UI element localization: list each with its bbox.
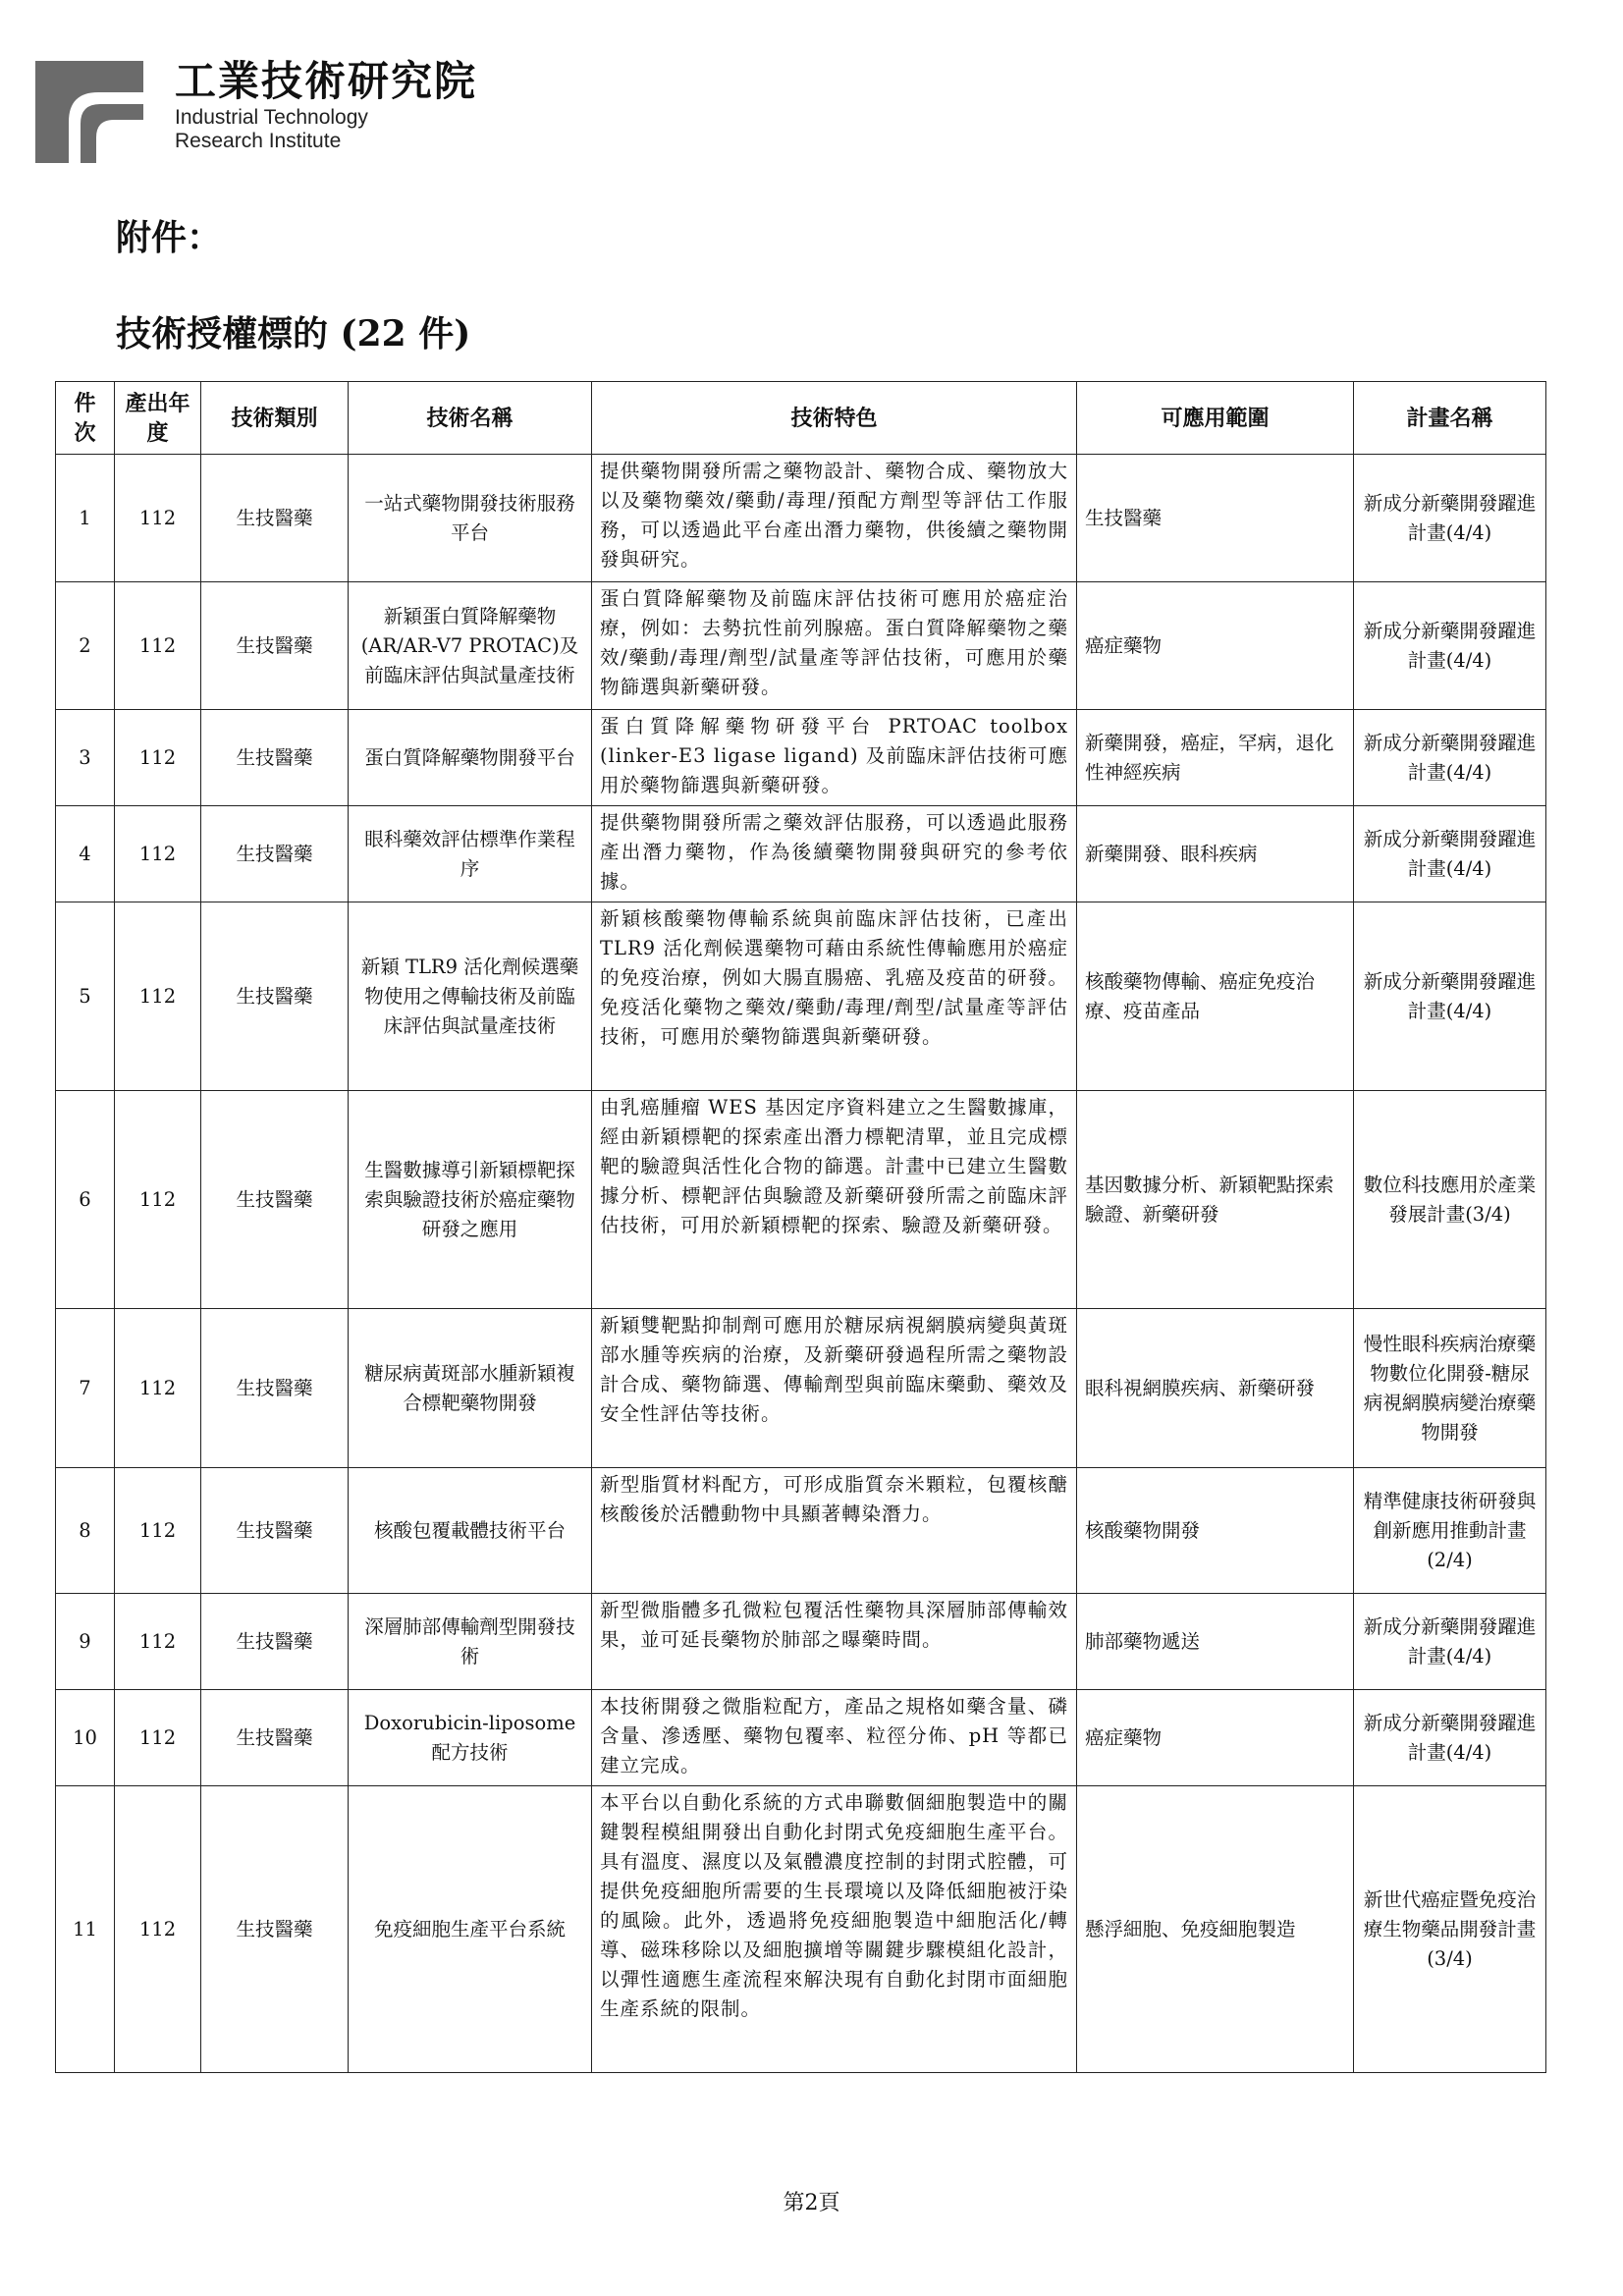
row-name: 新穎 TLR9 活化劑候選藥物使用之傳輸技術及前臨床評估與試量產技術 (349, 902, 592, 1091)
row-category: 生技醫藥 (201, 710, 349, 806)
row-feature: 本技術開發之微脂粒配方，產品之規格如藥含量、磷含量、滲透壓、藥物包覆率、粒徑分佈、pH 等都已建立完成。 (592, 1690, 1077, 1786)
org-name (175, 57, 477, 153)
row-category: 生技醫藥 (201, 806, 349, 902)
row-category: 生技醫藥 (201, 1690, 349, 1786)
row-feature: 由乳癌腫瘤 WES 基因定序資料建立之生醫數據庫，經由新穎標靶的探索產出潛力標靶清單，並且完成標靶的驗證與活性化合物的篩選。計畫中已建立生醫數據分析、標靶評估與驗證及新藥研發所需之前臨床評估技術，可用於新穎標靶的探索、驗證及新藥研發。 (592, 1091, 1077, 1309)
row-application: 生技醫藥 (1077, 455, 1354, 582)
table-row (56, 902, 1546, 1091)
row-no: 7 (56, 1309, 115, 1468)
row-application: 懸浮細胞、免疫細胞製造 (1077, 1786, 1354, 2073)
row-no: 8 (56, 1468, 115, 1594)
row-application: 新藥開發，癌症，罕病，退化性神經疾病 (1077, 710, 1354, 806)
row-application: 肺部藥物遞送 (1077, 1594, 1354, 1690)
table-row (56, 806, 1546, 902)
itri-logo (35, 61, 143, 163)
row-category: 生技醫藥 (201, 1091, 349, 1309)
row-year: 112 (115, 582, 201, 710)
row-year: 112 (115, 1309, 201, 1468)
row-plan: 新成分新藥開發躍進計畫(4/4) (1354, 806, 1546, 902)
row-name: 深層肺部傳輸劑型開發技術 (349, 1594, 592, 1690)
row-category: 生技醫藥 (201, 1786, 349, 2073)
table-header-row (56, 382, 1546, 455)
row-category: 生技醫藥 (201, 1594, 349, 1690)
row-feature: 新型微脂體多孔微粒包覆活性藥物具深層肺部傳輸效果，並可延長藥物於肺部之曝藥時間。 (592, 1594, 1077, 1690)
row-no: 3 (56, 710, 115, 806)
row-feature: 新穎核酸藥物傳輸系統與前臨床評估技術，已產出 TLR9 活化劑候選藥物可藉由系統性傳輸應用於癌症的免疫治療，例如大腸直腸癌、乳癌及疫苗的研發。免疫活化藥物之藥效/藥動/毒理/劑型/試量產等評估技術，可應用於藥物篩選與新藥研發。 (592, 902, 1077, 1091)
table-row (56, 1690, 1546, 1786)
row-year: 112 (115, 1594, 201, 1690)
table-row (56, 582, 1546, 710)
table-row (56, 1309, 1546, 1468)
page-number: 第2頁 (783, 2191, 840, 2215)
row-application: 新藥開發、眼科疾病 (1077, 806, 1354, 902)
row-category: 生技醫藥 (201, 582, 349, 710)
table-row (56, 1091, 1546, 1309)
row-feature: 新穎雙靶點抑制劑可應用於糖尿病視網膜病變與黃斑部水腫等疾病的治療，及新藥研發過程所需之藥物設計合成、藥物篩選、傳輸劑型與前臨床藥動、藥效及安全性評估等技術。 (592, 1309, 1077, 1468)
row-year: 112 (115, 455, 201, 582)
row-feature: 提供藥物開發所需之藥物設計、藥物合成、藥物放大以及藥物藥效/藥動/毒理/預配方劑型等評估工作服務，可以透過此平台產出潛力藥物，供後續之藥物開發與研究。 (592, 455, 1077, 582)
row-plan: 數位科技應用於產業發展計畫(3/4) (1354, 1091, 1546, 1309)
row-name: 免疫細胞生產平台系統 (349, 1786, 592, 2073)
header-year: 產出年度 (115, 382, 201, 455)
row-category: 生技醫藥 (201, 902, 349, 1091)
org-name-en-line2: Research Institute (175, 130, 342, 152)
row-category: 生技醫藥 (201, 1309, 349, 1468)
row-name: 眼科藥效評估標準作業程序 (349, 806, 592, 902)
row-no: 9 (56, 1594, 115, 1690)
row-application: 核酸藥物開發 (1077, 1468, 1354, 1594)
table-row (56, 455, 1546, 582)
row-no: 11 (56, 1786, 115, 2073)
row-name: 核酸包覆載體技術平台 (349, 1468, 592, 1594)
row-application: 癌症藥物 (1077, 582, 1354, 710)
table-row (56, 1594, 1546, 1690)
row-year: 112 (115, 1690, 201, 1786)
row-name: Doxorubicin-liposome 配方技術 (349, 1690, 592, 1786)
row-plan: 新成分新藥開發躍進計畫(4/4) (1354, 1690, 1546, 1786)
row-plan: 新成分新藥開發躍進計畫(4/4) (1354, 902, 1546, 1091)
org-name-en-line1: Industrial Technology (175, 106, 368, 129)
row-name: 新穎蛋白質降解藥物(AR/AR-V7 PROTAC)及前臨床評估與試量產技術 (349, 582, 592, 710)
row-year: 112 (115, 806, 201, 902)
row-no: 2 (56, 582, 115, 710)
row-application: 眼科視網膜疾病、新藥研發 (1077, 1309, 1354, 1468)
row-feature: 蛋白質降解藥物研發平台 PRTOAC toolbox (linker-E3 ligase ligand) 及前臨床評估技術可應用於藥物篩選與新藥研發。 (592, 710, 1077, 806)
header-category: 技術類別 (201, 382, 349, 455)
row-no: 6 (56, 1091, 115, 1309)
row-name: 糖尿病黃斑部水腫新穎複合標靶藥物開發 (349, 1309, 592, 1468)
row-year: 112 (115, 1468, 201, 1594)
org-name-zh: 工業技術研究院 (175, 57, 478, 105)
row-feature: 蛋白質降解藥物及前臨床評估技術可應用於癌症治療，例如：去勢抗性前列腺癌。蛋白質降解藥物之藥效/藥動/毒理/劑型/試量產等評估技術，可應用於藥物篩選與新藥研發。 (592, 582, 1077, 710)
row-feature: 新型脂質材料配方，可形成脂質奈米顆粒，包覆核醣核酸後於活體動物中具顯著轉染潛力。 (592, 1468, 1077, 1594)
row-no: 1 (56, 455, 115, 582)
row-name: 生醫數據導引新穎標靶探索與驗證技術於癌症藥物研發之應用 (349, 1091, 592, 1309)
row-category: 生技醫藥 (201, 1468, 349, 1594)
table-row (56, 1786, 1546, 2073)
row-plan: 新成分新藥開發躍進計畫(4/4) (1354, 582, 1546, 710)
header-no: 件次 (56, 382, 115, 455)
row-plan: 慢性眼科疾病治療藥物數位化開發-糖尿病視網膜病變治療藥物開發 (1354, 1309, 1546, 1468)
attachment-label: 附件： (116, 217, 223, 258)
row-no: 10 (56, 1690, 115, 1786)
licensing-table (55, 381, 1546, 2073)
table-row (56, 1468, 1546, 1594)
row-plan: 新成分新藥開發躍進計畫(4/4) (1354, 455, 1546, 582)
row-year: 112 (115, 902, 201, 1091)
row-plan: 新世代癌症暨免疫治療生物藥品開發計畫(3/4) (1354, 1786, 1546, 2073)
header-application: 可應用範圍 (1077, 382, 1354, 455)
table-row (56, 710, 1546, 806)
row-category: 生技醫藥 (201, 455, 349, 582)
row-application: 核酸藥物傳輸、癌症免疫治療、疫苗產品 (1077, 902, 1354, 1091)
row-name: 一站式藥物開發技術服務平台 (349, 455, 592, 582)
row-feature: 本平台以自動化系統的方式串聯數個細胞製造中的關鍵製程模組開發出自動化封閉式免疫細胞生產平台。具有溫度、濕度以及氣體濃度控制的封閉式腔體，可提供免疫細胞所需要的生長環境以及降低細胞被汙染的風險。此外，透過將免疫細胞製造中細胞活化/轉導、磁珠移除以及細胞擴增等關鍵步驟模組化設計，以彈性適應生產流程來解決現有自動化封閉市面細胞生產系統的限制。 (592, 1786, 1077, 2073)
row-no: 5 (56, 902, 115, 1091)
row-year: 112 (115, 710, 201, 806)
row-year: 112 (115, 1786, 201, 2073)
row-plan: 新成分新藥開發躍進計畫(4/4) (1354, 710, 1546, 806)
header-plan: 計畫名稱 (1354, 382, 1546, 455)
row-application: 癌症藥物 (1077, 1690, 1354, 1786)
row-name: 蛋白質降解藥物開發平台 (349, 710, 592, 806)
row-application: 基因數據分析、新穎靶點探索驗證、新藥研發 (1077, 1091, 1354, 1309)
row-year: 112 (115, 1091, 201, 1309)
row-plan: 新成分新藥開發躍進計畫(4/4) (1354, 1594, 1546, 1690)
row-plan: 精準健康技術研發與創新應用推動計畫(2/4) (1354, 1468, 1546, 1594)
header-feature: 技術特色 (592, 382, 1077, 455)
page-title: 技術授權標的 (22 件) (116, 313, 471, 355)
header-name: 技術名稱 (349, 382, 592, 455)
row-no: 4 (56, 806, 115, 902)
row-feature: 提供藥物開發所需之藥效評估服務，可以透過此服務產出潛力藥物，作為後續藥物開發與研究的參考依據。 (592, 806, 1077, 902)
